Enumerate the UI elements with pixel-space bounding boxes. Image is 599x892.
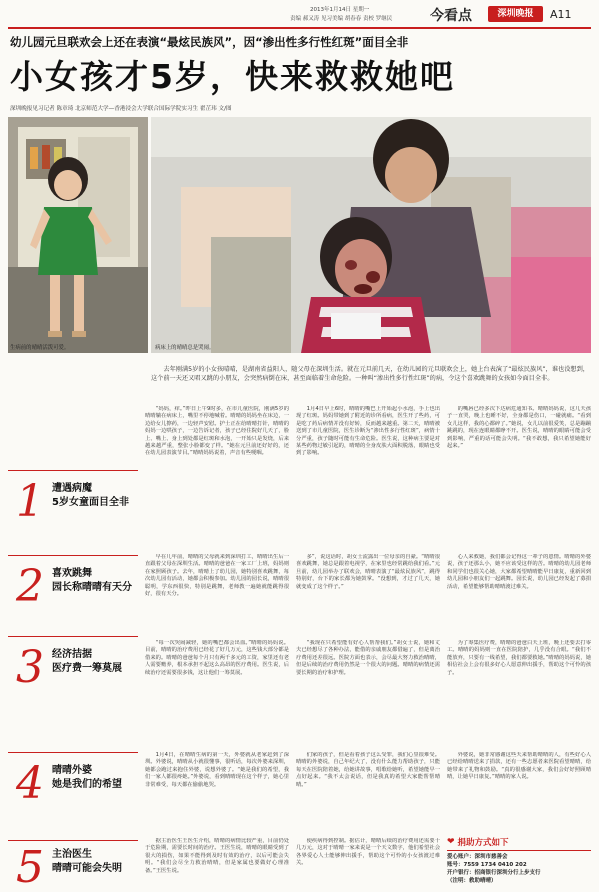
section-4-rule bbox=[8, 752, 138, 753]
donation-line-3: 开户银行：招商银行深圳分行上步支行 bbox=[447, 870, 541, 876]
section-5-rule bbox=[8, 840, 138, 841]
body-s4-col2-text: 们家的孩子，但是看着孩子这么受罪，我们心里很难受。晴晴的外婆说，自己年纪大了，没有什么能力帮助孩子，只能每天在医院陪着她，给她讲故事，唱歌给她听，希望她能早一点好起来。“我不太会说话，但是我真的希望大家能帮帮晴晴。” bbox=[296, 752, 440, 788]
page-number: A11 bbox=[550, 8, 572, 21]
section-3-rule bbox=[8, 636, 138, 637]
section-4-number: 4 bbox=[16, 758, 44, 809]
body-s3-col3 bbox=[447, 640, 591, 744]
photo-caption-left: 生病前的晴晴活泼可爱。 bbox=[10, 345, 70, 351]
photo-caption-right: 病床上的晴晴总是哭闹。 bbox=[155, 345, 215, 351]
body-s2-col3-text: 心人来救她，我们都会记得这一辈子的恩情。晴晴的外婆说，孩子还那么小，她不应该受这样的苦。晴晴的幼儿园老师和同学们也很关心她，大家都希望晴晴能早日康复，重新回到幼儿园和小朋友们一起跳舞。园长说，幼儿园已经发起了募捐活动，希望能够帮助晴晴渡过难关。 bbox=[447, 554, 591, 590]
section-1-rule bbox=[8, 470, 138, 471]
paper-name: 深圳晚报 bbox=[497, 9, 534, 19]
photo-hospital-bed-image bbox=[151, 117, 591, 353]
byline: 深圳晚报见习记者 陈章琦 北京师范大学—香港浸会大学联合国际学院实习生 翟芷玮 文/图 bbox=[10, 106, 232, 112]
body-s3-col2 bbox=[296, 640, 440, 744]
donation-box bbox=[447, 836, 591, 890]
body-s1-col2 bbox=[296, 406, 440, 546]
donation-line-1: 爱心账户：深圳市慈善会 bbox=[447, 854, 508, 860]
body-s1-col2-text: 1月4日早上6时，晴晴的嘴巴上开始起小水泡，手上也出现了红斑。妈妈带她到了附近的诊所看病，医生开了些药，可是吃了药后病情并没有好转，反而越来越重。第二天，晴晴被送到了市儿童医院，医生诊断为“渗出性多行性红斑”，病情十分严重，孩子随时可能有生命危险。医生说，这种病主要是对某些药物过敏引起的，晴晴的全身皮肤大面积脱落，眼睛也受到了影响。 bbox=[296, 406, 440, 457]
body-s1-col1 bbox=[145, 406, 289, 546]
paper-name-badge bbox=[488, 6, 543, 22]
section-label-3 bbox=[8, 636, 138, 696]
section-5-title-1: 主治医生 bbox=[52, 849, 92, 860]
section-label-4 bbox=[8, 752, 138, 812]
section-2-title-2: 园长称晴晴有天分 bbox=[52, 582, 132, 593]
section-3-title-1: 经济拮据 bbox=[52, 649, 92, 660]
heart-icon: ❤ bbox=[447, 837, 455, 847]
kicker: 幼儿园元旦联欢会上还在表演“最炫民族风”，因“渗出性多行性红斑”面目全非 bbox=[10, 35, 409, 49]
body-s3-col3-text: 为了筹集医疗费，晴晴的爸爸白天上班，晚上还要去打零工。晴晴的妈妈则一直在医院陪护，几乎没有合眼。“我们不能放弃，只要有一线希望，我们都要救她。”晴晴的妈妈说，她相信社会上会有很多好心人愿意伸出援手，帮助这个可怜的孩子。 bbox=[447, 640, 591, 676]
section-5-number: 5 bbox=[16, 842, 44, 892]
section-1-title-1: 遭遇病魔 bbox=[52, 483, 92, 494]
body-s1-col1-text: “妈妈，痒。”昨日上午9时多，在市儿童医院，刚满5岁的晴晴躺在病床上，嘴里不停地喊着。晴晴的妈妈坐在床边，一边给女儿擦药，一边轻声安慰。护士正在给晴晴打针，晴晴的妈妈一边哄孩子，一边告诉记者，孩子已经住院好几天了，脸上、嘴上、身上到处都是红斑和水泡，一开始只是发烧，后来越来越严重，整张小脸都变了样。“她在元旦前还好好的，还在幼儿园表演节目。”晴晴妈妈说着，声音有些哽咽。 bbox=[145, 406, 289, 457]
section-1-title-2: 5岁女童面目全非 bbox=[52, 497, 129, 508]
masthead bbox=[0, 0, 599, 28]
photo-girl-before-illness bbox=[8, 117, 148, 353]
date-line: 2013年1月14日 星期一 bbox=[310, 7, 370, 13]
lead-paragraph bbox=[151, 365, 589, 403]
body-s2-col2 bbox=[296, 554, 440, 634]
section-1-number: 1 bbox=[16, 476, 44, 527]
body-s4-col1-text: 1月4日，在晴晴生病的第一天，外婆就从老家赶到了深圳。外婆说，晴晴从小就很懂事，很听话，每次外婆来深圳，她都会跑过来抱住外婆，说想外婆了。“她是我们的希望，我们一家人都很疼她。”外婆说，看到晴晴现在这个样子，她心里非常难受，每天都在偷偷地哭。 bbox=[145, 752, 289, 788]
body-s3-col1 bbox=[145, 640, 289, 744]
body-s2-col3 bbox=[447, 554, 591, 634]
section-label-1 bbox=[8, 470, 138, 530]
section-name: 今看点 bbox=[430, 8, 472, 24]
body-s1-col3-text: 的嘴唇已经多次下达病危通知书。晴晴妈妈说，这几天孩子一直哭，晚上也睡不好，全身都是伤口，一碰就痛。“看到女儿这样，我的心都碎了。”她说，女儿以前很爱笑，总是蹦蹦跳跳的，现在连眼睛都睁不开。医生说，晴晴的眼睛可能会受到影响，严重的话可能会失明。“我不敢想，我只希望她能好起来。” bbox=[447, 406, 591, 450]
body-s4-col1 bbox=[145, 752, 289, 832]
body-s4-col2 bbox=[296, 752, 440, 832]
donation-title: 捐助方式如下 bbox=[457, 838, 509, 848]
section-2-rule bbox=[8, 555, 138, 556]
donation-line-2: 账号：7559 1734 0410 202 bbox=[447, 862, 527, 868]
section-label-2 bbox=[8, 555, 138, 615]
donation-title-row bbox=[447, 836, 591, 848]
section-2-title-1: 喜欢跳舞 bbox=[52, 568, 92, 579]
section-label-5 bbox=[8, 840, 138, 890]
section-2-number: 2 bbox=[16, 561, 44, 612]
photo-girl-standing-image bbox=[8, 117, 148, 353]
section-3-title-2: 医疗费一筹莫展 bbox=[52, 663, 122, 674]
body-s1-col3 bbox=[447, 406, 591, 546]
body-s5-col2-text: 使疾病得到控制。据估计，晴晴后续的治疗费用还需要十几万元，这对于晴晴一家来说是一个天文数字，他们希望社会各界爱心人士能够伸出援手，帮助这个可怜的小女孩渡过难关。 bbox=[296, 838, 440, 867]
editor-line: 责编 郝又涛 见习美编 胡春春 责校 罗继民 bbox=[290, 16, 393, 22]
body-s2-col2-text: 多”，说这话时，胡女士流露出一位母亲的自豪。“晴晴很喜欢跳舞，她总是跟着电视学，在家里也经常跳给我们看。”元旦前，幼儿园举办了联欢会，晴晴表演了“最炫民族风”，跳得特别好，台下的家长都为她鼓掌。“没想到，才过了几天，她就变成了这个样子。” bbox=[296, 554, 440, 590]
main-headline: 小女孩才5岁，快来救救她吧 bbox=[10, 57, 455, 96]
body-s2-col1-text: 早在几年前，晴晴的父母就来到深圳打工，晴晴出生后一直跟着父母在深圳生活。晴晴的爸爸在一家工厂上班，妈妈则在家照顾孩子。去年，晴晴上了幼儿园，她特别喜欢跳舞，每次幼儿园有活动，她都会积极参加。幼儿园的园长说，晴晴很聪明，学东西很快，特别是跳舞，老师教一遍她就能跳得很好，很有天分。 bbox=[145, 554, 289, 598]
section-5-title-2: 晴晴可能会失明 bbox=[52, 863, 122, 874]
body-s5-col1-text: 据主治医生王医生介绍，晴晴的病情比较严重，目前仍处于危险期，需要长时间的治疗。王医生说，晴晴的眼睛受到了很大的损伤，如果不能得到及时有效的治疗，以后可能会失明。“我们会尽全力救治晴晴，但是家属也要做好心理准备。”王医生说。 bbox=[145, 838, 289, 874]
donation-line-4: （注明：救助晴晴） bbox=[447, 878, 497, 884]
lead-text: 去年刚满5岁的小女孩晴晴，是湖南省益阳人，随父母在深圳生活。就在元旦前几天，在幼儿园的元旦联欢会上，她上台表演了“最炫民族风”，谁也没想到，这个前一天还又唱又跳的小朋友，会突然病倒在床，甚至面临着生命危险。一种叫“渗出性多行性红斑”的病，令这个喜欢跳舞的女孩如今面目全非。 bbox=[151, 366, 589, 382]
section-4-title-2: 她是我们的希望 bbox=[52, 779, 122, 790]
donation-rule bbox=[447, 850, 591, 851]
body-s5-col2 bbox=[296, 838, 440, 890]
masthead-rule bbox=[8, 27, 591, 29]
body-s4-col3 bbox=[447, 752, 591, 830]
section-3-number: 3 bbox=[16, 642, 44, 693]
photo-girl-in-hospital bbox=[151, 117, 591, 353]
body-s3-col1-text: “每一次哭闹减轻，她的嘴巴都会出血。”晴晴的妈妈说。目前，晴晴的治疗费用已经花了好几万元，这些钱大部分都是借来的。晴晴的爸爸每个月只有两千多元的工资，家里还有老人需要赡养，根本承担不起这么高昂的医疗费用。医生说，后续治疗还需要很多钱，这让他们一筹莫展。 bbox=[145, 640, 289, 676]
body-s3-col2-text: “我现在只希望能有好心人帮帮我们。”胡女士说，她和丈夫已经想尽了各种办法，能借的亲戚朋友都借遍了，但是离治疗费用还差很远。医院方面也表示，会尽最大努力救治晴晴，但是后续的治疗费用仍然是一个很大的问题。晴晴的病情还需要长期的治疗和护理。 bbox=[296, 640, 440, 676]
section-4-title-1: 晴晴外婆 bbox=[52, 765, 92, 776]
body-s2-col1 bbox=[145, 554, 289, 634]
body-s5-col1 bbox=[145, 838, 289, 890]
body-s4-col3-text: 外婆说，她非常感谢这些天来帮助晴晴的人，有些好心人已经给晴晴送来了捐款，还有一些志愿者来医院看望晴晴，给她带来了礼物和鼓励。“真的很感谢大家，我们会好好照顾晴晴，让她早日康复。”晴晴的家人说。 bbox=[447, 752, 591, 781]
